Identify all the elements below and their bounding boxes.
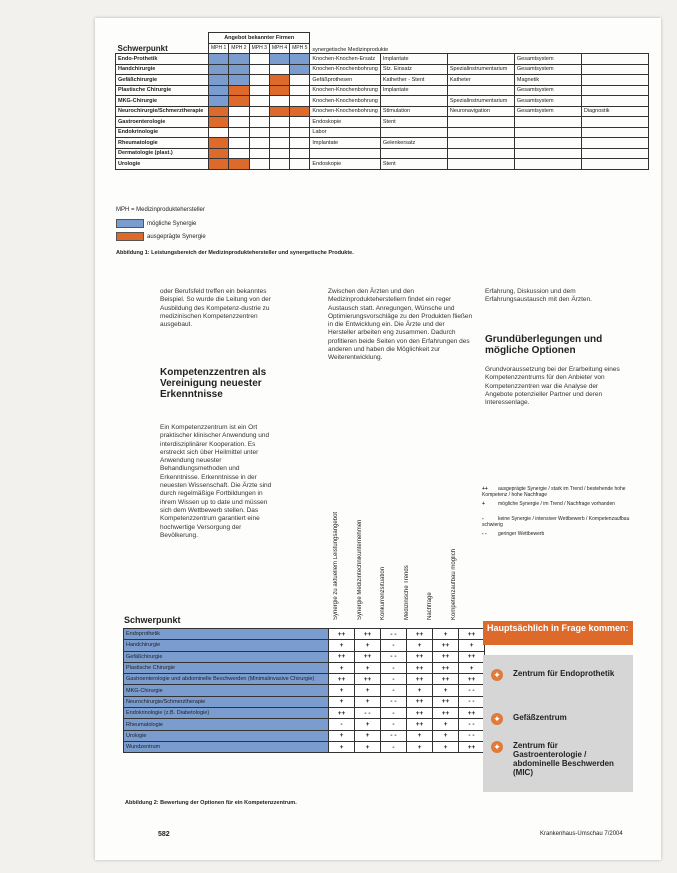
synergy-cell (209, 106, 229, 117)
synergy-cell (229, 159, 249, 170)
legend-item (482, 531, 632, 537)
recommendation-box (483, 655, 633, 792)
synergy-product-cell: Knochen-Knochenbohrung (310, 96, 380, 107)
rating-cell: + (329, 640, 355, 651)
row-label: Plastische Chirurgie (124, 662, 329, 673)
synergy-cell (209, 127, 229, 138)
synergy-product-cell: Endoskopie (310, 117, 380, 128)
synergy-product-cell: Diagnostik (581, 106, 648, 117)
option-item: Zentrum für Gastroenterologie / abdominelle Beschwerden (MIC) (513, 741, 614, 777)
synergy-product-cell (447, 138, 514, 149)
legend-item (482, 516, 632, 528)
rating-cell: ++ (329, 674, 355, 685)
synergy-product-cell (447, 127, 514, 138)
page-number: 582 (158, 831, 170, 838)
rating-cell: - (381, 708, 407, 719)
mph-col-header: MPH 4 (269, 43, 289, 54)
synergy-product-cell: Stz. Einsatz (380, 64, 447, 75)
row-label: Wundzentrum (124, 741, 329, 752)
synergy-cell (229, 127, 249, 138)
table-row (124, 696, 485, 707)
synergy-cell (290, 148, 310, 159)
rating-cell: - - (381, 629, 407, 640)
synergy-product-cell: Spezialinstrumentarium (447, 96, 514, 107)
row-label: Urologie (116, 159, 209, 170)
table-row (116, 85, 649, 96)
legend-item (482, 486, 632, 498)
synergy-cell (290, 127, 310, 138)
table-row (116, 148, 649, 159)
option-item: Zentrum für Endoprothetik (513, 669, 615, 678)
synergy-product-cell: Gesamtsystem (514, 85, 581, 96)
synergy-product-cell: Endoskopie (310, 159, 380, 170)
synergy-product-cell (581, 75, 648, 86)
synergy-cell (229, 85, 249, 96)
rating-cell: + (355, 662, 381, 673)
rating-cell: ++ (459, 651, 485, 662)
synergy-cell (229, 54, 249, 65)
journal-footer: Krankenhaus-Umschau 7/2004 (540, 831, 623, 837)
synergy-product-cell: Stent (380, 117, 447, 128)
synergy-product-cell: Knochen-Knochen-Ersatz (310, 54, 380, 65)
orange-swatch (116, 232, 144, 241)
rating-cell: ++ (407, 651, 433, 662)
table-row (124, 674, 485, 685)
rating-cell: - - (459, 730, 485, 741)
synergy-cell (290, 106, 310, 117)
rating-cell: ++ (433, 696, 459, 707)
rating-cell: - (381, 719, 407, 730)
table-row (124, 741, 485, 752)
rating-cell: ++ (329, 651, 355, 662)
table-row (116, 138, 649, 149)
synergy-cell (290, 96, 310, 107)
schwerpunkt-label: Schwerpunkt (117, 44, 168, 53)
legend-symbol: + (482, 501, 485, 507)
rating-cell: ++ (459, 741, 485, 752)
row-label: Gastroenterologie und abdominelle Beschwerden (Minimalinvasive Chirurgie) (124, 674, 329, 685)
synergy-product-cell (447, 159, 514, 170)
legend-symbol: - - (482, 531, 487, 537)
synergy-cell (269, 85, 289, 96)
synergy-cell (269, 148, 289, 159)
table-row (124, 662, 485, 673)
rating-cell: ++ (433, 708, 459, 719)
table-row (124, 685, 485, 696)
figure2-caption: Abbildung 2: Bewertung der Optionen für ein Kompetenzzentrum. (125, 800, 297, 806)
synergy-cell (229, 96, 249, 107)
rating-cell: - - (459, 719, 485, 730)
table-row (116, 127, 649, 138)
synergy-cell (249, 75, 269, 86)
legend-text: mögliche Synergie / im Trend / Nachfrage vorhanden (498, 501, 616, 507)
row-label: Neurochirurgie/Schmerztherapie (116, 106, 209, 117)
row-label: Dermatologie (plast.) (116, 148, 209, 159)
rating-cell: ++ (407, 708, 433, 719)
rating-cell: + (355, 741, 381, 752)
rating-cell: ++ (407, 719, 433, 730)
rating-cell: - - (381, 730, 407, 741)
rating-cell: + (433, 730, 459, 741)
rating-cell: ++ (433, 640, 459, 651)
synergy-cell (229, 148, 249, 159)
table-row (116, 117, 649, 128)
legend-symbol: - (482, 516, 484, 522)
legend-text: geringer Wettbewerb (498, 531, 545, 537)
synergy-cell (209, 117, 229, 128)
synergy-product-cell: Stimulation (380, 106, 447, 117)
row-label: Neurochirurgie/Schmerztherapie (124, 696, 329, 707)
star-icon: ✦ (491, 669, 503, 681)
synergy-product-cell: Gesamtsystem (514, 96, 581, 107)
option-item: Gefäßzentrum (513, 713, 567, 722)
synergy-cell (249, 54, 269, 65)
rating-cell: - - (459, 696, 485, 707)
table-row (124, 629, 485, 640)
synergy-cell (269, 106, 289, 117)
col3-text-2: Grundvoraussetzung bei der Erarbeitung eines Kompetenzzentrums für den Anbieter von Kompetenzzentren war die Analyse der Angebote potenzieller Partner und deren Interessenlage. (485, 366, 620, 407)
synergy-product-cell (310, 148, 380, 159)
col2-text: Zwischen den Ärzten und den Medizinprodukteherstellern findet ein reger Austausch statt. Anregungen, Wünsche und Optimierungsvorschläge zu den Produkten fließen in die Entwicklung ein. Die Ärzte und der Hersteller arbeiten eng zusammen. Dadurch profitieren beide Seiten von den Erfahrungen des anderen und haben die Möglichkeit zur Weiterentwicklung. (328, 288, 473, 362)
rating-cell: + (433, 741, 459, 752)
row-label: Plastische Chirurgie (116, 85, 209, 96)
synergy-cell (290, 117, 310, 128)
synergy-cell (249, 117, 269, 128)
star-icon: ✦ (491, 741, 503, 753)
synergy-cell (290, 75, 310, 86)
synergy-cell (249, 159, 269, 170)
synergy-cell (209, 159, 229, 170)
table-row (116, 54, 649, 65)
synergy-product-cell (581, 96, 648, 107)
rating-cell: ++ (459, 629, 485, 640)
synergy-product-cell: Implantate (380, 54, 447, 65)
synergy-cell (229, 75, 249, 86)
synergy-product-cell (514, 127, 581, 138)
rating-cell: + (355, 719, 381, 730)
synergy-product-cell: Gesamtsystem (514, 54, 581, 65)
synergy-product-cell: Implantate (310, 138, 380, 149)
rating-cell: ++ (459, 708, 485, 719)
recommendation-box-title: Hauptsächlich in Frage kommen: (483, 621, 633, 645)
legend-blue-label: mögliche Synergie (147, 221, 197, 228)
rating-cell: - - (459, 685, 485, 696)
group-header: Angebot bekannter Firmen (209, 33, 310, 44)
legend-blue-item (116, 219, 196, 228)
row-label: Endokrinologie (z.B. Diabetologie) (124, 708, 329, 719)
synergy-product-cell (514, 148, 581, 159)
synergy-cell (209, 54, 229, 65)
synergy-product-cell: Knochen-Knochenbohrung (310, 85, 380, 96)
rating-cell: + (329, 730, 355, 741)
synergy-cell (269, 64, 289, 75)
synergy-product-cell (514, 138, 581, 149)
rating-cell: + (433, 685, 459, 696)
row-label: MKG-Chirurgie (124, 685, 329, 696)
options-table (123, 628, 485, 753)
heading-grundueberlegungen: Grundüberlegungen und mögliche Optionen (485, 334, 603, 356)
synergy-product-cell (447, 148, 514, 159)
synergy-cell (249, 85, 269, 96)
synergy-product-cell: Gefäßprothesen (310, 75, 380, 86)
synergy-product-cell: Magnetik (514, 75, 581, 86)
synergy-cell (209, 96, 229, 107)
rating-cell: + (329, 741, 355, 752)
rating-cell: - (381, 741, 407, 752)
rating-cell: + (407, 685, 433, 696)
column-header: Konkurrenzsituation (380, 566, 386, 620)
fig2-schwerpunkt-label: Schwerpunkt (124, 615, 181, 625)
rating-cell: + (459, 640, 485, 651)
mph-col-header: MPH 1 (209, 43, 229, 54)
synergy-cell (269, 138, 289, 149)
synergy-products-label: synergetische Medizinprodukte (312, 47, 389, 53)
synergy-product-cell (380, 148, 447, 159)
col3-text: Erfahrung, Diskussion und dem Erfahrungsaustausch mit den Ärzten. (485, 288, 592, 304)
figure1-caption: Abbildung 1: Leistungsbereich der Medizinproduktehersteller und synergetische Produkte. (116, 250, 354, 256)
rating-cell: - - (381, 696, 407, 707)
column-header: Medizinische Trends (403, 565, 410, 620)
col1-text: oder Berufsfeld treffen ein bekanntes Beispiel. So wurde die Leitung von der Ausbildung des Kompetenz-dustrie zu medizinischen Kompetenzzentren ausgebaut. (160, 288, 271, 329)
synergy-product-cell: Knochen-Knochenbohrung (310, 106, 380, 117)
rating-cell: + (407, 640, 433, 651)
legend-text: ausgeprägte Synergie / stark im Trend / bestehende hohe Kompetenz / hohe Nachfrage (482, 486, 626, 498)
synergy-product-cell: Neuronavigation (447, 106, 514, 117)
synergy-product-cell (581, 127, 648, 138)
synergy-product-cell (581, 54, 648, 65)
rating-cell: - - (355, 708, 381, 719)
synergy-cell (229, 106, 249, 117)
table-row (116, 75, 649, 86)
synergy-product-cell: Spezialinstrumentarium (447, 64, 514, 75)
rating-cell: ++ (355, 651, 381, 662)
synergy-product-cell (514, 117, 581, 128)
column-header: Synergie zu aktuellem Leistungsangebot (333, 511, 339, 620)
row-label: Endo-Prothetik (116, 54, 209, 65)
rating-cell: + (329, 662, 355, 673)
col1-text-2: Ein Kompetenzzentrum ist ein Ort praktischer klinischer Anwendung und interdisziplinärer Kooperation. Es erstreckt sich über Heilmittel unter Anwendung neuester Behandlungsmethoden und Erkenntnisse. Erkenntnisse in der neuesten Wissenschaft. Die Ärzte sind durch regelmäßige Fortbildungen in ihrem Wissen up to date und müssen sich dem Wettbewerb stellen. Das Kompetenzzentrum garantiert eine hochwertige Versorgung der Bevölkerung. (160, 424, 272, 539)
synergy-product-cell: Implantate (380, 85, 447, 96)
mph-col-header: MPH 2 (229, 43, 249, 54)
mph-col-header: MPH 5 (290, 43, 310, 54)
rating-cell: ++ (433, 662, 459, 673)
row-label: Handchirurgie (116, 64, 209, 75)
synergy-cell (229, 64, 249, 75)
synergy-cell (209, 75, 229, 86)
synergy-cell (229, 138, 249, 149)
synergy-product-cell (447, 85, 514, 96)
table-row (124, 719, 485, 730)
table-row (116, 96, 649, 107)
blue-swatch (116, 219, 144, 228)
synergy-cell (290, 138, 310, 149)
synergy-product-cell (447, 54, 514, 65)
table-row (116, 159, 649, 170)
rating-cell: ++ (407, 674, 433, 685)
synergy-cell (229, 117, 249, 128)
rating-cell: ++ (407, 662, 433, 673)
rating-cell: + (355, 730, 381, 741)
synergy-product-cell: Gelenkersatz (380, 138, 447, 149)
column-header: Synergie Medizintechnikunternehmen (356, 519, 363, 620)
synergy-cell (290, 54, 310, 65)
rating-cell: - (381, 685, 407, 696)
synergy-product-cell (447, 117, 514, 128)
synergy-cell (209, 64, 229, 75)
synergy-cell (249, 148, 269, 159)
table-row (124, 708, 485, 719)
rating-cell: ++ (433, 651, 459, 662)
rating-cell: ++ (329, 629, 355, 640)
rating-cell: - (329, 719, 355, 730)
rating-cell: + (329, 685, 355, 696)
rating-cell: - - (381, 651, 407, 662)
row-label: Gefäßchirurgie (116, 75, 209, 86)
synergy-product-cell (380, 127, 447, 138)
rating-cell: - (381, 662, 407, 673)
row-label: Gefäßchirurgie (124, 651, 329, 662)
column-header: Kompetenzaufbau möglich (450, 548, 457, 620)
synergy-cell (249, 96, 269, 107)
synergy-cell (209, 148, 229, 159)
synergy-product-cell: Knochen-Knochenbohrung (310, 64, 380, 75)
synergy-cell (249, 138, 269, 149)
synergy-table (115, 32, 649, 170)
synergy-product-cell (514, 159, 581, 170)
legend-text: keine Synergie / intensiver Wettbewerb / Kompetenzaufbau schwierig (482, 516, 630, 528)
rating-cell: + (407, 730, 433, 741)
synergy-cell (269, 159, 289, 170)
synergy-cell (269, 117, 289, 128)
rating-cell: + (407, 741, 433, 752)
column-header: Nachfrage (427, 592, 433, 620)
table-row (116, 64, 649, 75)
synergy-product-cell: Gesamtsystem (514, 64, 581, 75)
synergy-product-cell: Gesamtsystem (514, 106, 581, 117)
synergy-cell (290, 159, 310, 170)
synergy-cell (269, 127, 289, 138)
row-label: Urologie (124, 730, 329, 741)
rating-cell: + (433, 629, 459, 640)
synergy-product-cell: Katheter (447, 75, 514, 86)
synergy-cell (249, 127, 269, 138)
table-row (116, 106, 649, 117)
synergy-cell (290, 64, 310, 75)
star-icon: ✦ (491, 713, 503, 725)
rating-cell: + (433, 719, 459, 730)
synergy-cell (269, 75, 289, 86)
rating-cell: + (355, 640, 381, 651)
row-label: Handchirurgie (124, 640, 329, 651)
rating-cell: ++ (433, 674, 459, 685)
table-row (124, 651, 485, 662)
synergy-product-cell: Kathether - Stent (380, 75, 447, 86)
synergy-product-cell (380, 96, 447, 107)
mph-col-header: MPH 3 (249, 43, 269, 54)
synergy-product-cell (581, 138, 648, 149)
row-label: Endokrinologie (116, 127, 209, 138)
synergy-product-cell (581, 148, 648, 159)
row-label: MKG-Chirurgie (116, 96, 209, 107)
rating-cell: + (355, 696, 381, 707)
synergy-cell (249, 106, 269, 117)
synergy-product-cell (581, 159, 648, 170)
legend-mph: MPH = Medizinproduktehersteller (116, 207, 205, 213)
rating-cell: ++ (355, 629, 381, 640)
rating-cell: ++ (459, 674, 485, 685)
synergy-cell (269, 54, 289, 65)
rating-cell: - (381, 640, 407, 651)
synergy-product-cell: Labor (310, 127, 380, 138)
row-label: Gastroenterologie (116, 117, 209, 128)
rating-cell: ++ (355, 674, 381, 685)
legend-symbol: ++ (482, 486, 488, 492)
row-label: Rheumatologie (116, 138, 209, 149)
row-label: Rheumatologie (124, 719, 329, 730)
synergy-cell (209, 85, 229, 96)
synergy-cell (209, 138, 229, 149)
heading-kompetenzzentren: Kompetenzzentren als Vereinigung neuester Erkenntnisse (160, 367, 267, 400)
row-label: Endoprothetik (124, 629, 329, 640)
synergy-product-cell (581, 85, 648, 96)
rating-cell: + (459, 662, 485, 673)
rating-cell: + (355, 685, 381, 696)
synergy-cell (269, 96, 289, 107)
synergy-product-cell (581, 64, 648, 75)
legend-item (482, 501, 632, 507)
rating-cell: ++ (407, 696, 433, 707)
rating-cell: ++ (407, 629, 433, 640)
rating-cell: + (329, 696, 355, 707)
table-row (124, 640, 485, 651)
legend-orange-label: ausgeprägte Synergie (147, 234, 206, 241)
rating-cell: - (381, 674, 407, 685)
legend-orange-item (116, 232, 206, 241)
synergy-cell (290, 85, 310, 96)
synergy-product-cell: Stent (380, 159, 447, 170)
synergy-cell (249, 64, 269, 75)
synergy-product-cell (581, 117, 648, 128)
rating-cell: ++ (329, 708, 355, 719)
table-row (124, 730, 485, 741)
